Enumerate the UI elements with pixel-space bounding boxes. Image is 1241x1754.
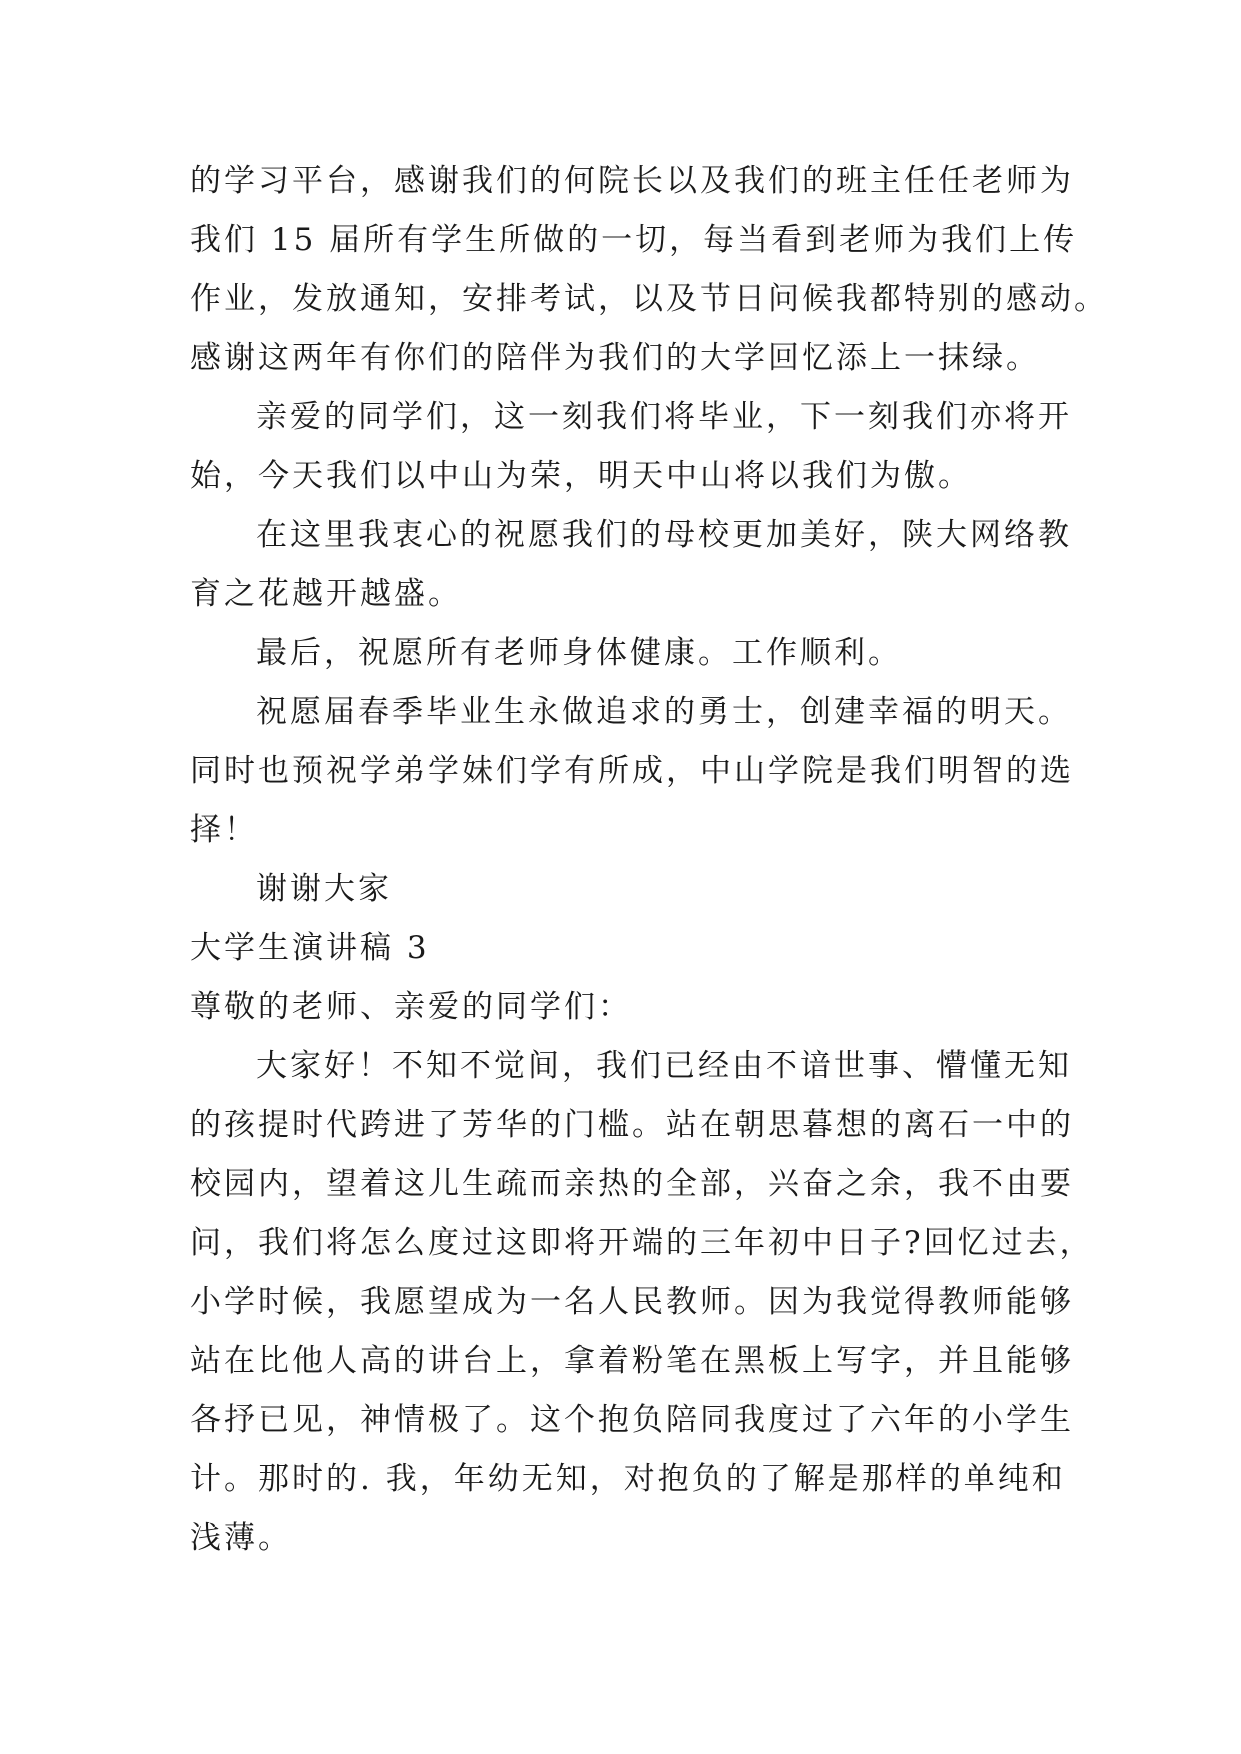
text-line: 站在比他人高的讲台上，拿着粉笔在黑板上写字，并且能够 [190, 1343, 1074, 1379]
text-line: 最后，祝愿所有老师身体健康。工作顺利。 [256, 635, 902, 671]
text-line: 感谢这两年有你们的陪伴为我们的大学回忆添上一抹绿。 [190, 340, 1040, 376]
text-line: 择！ [190, 812, 258, 848]
text-line: 在这里我衷心的祝愿我们的母校更加美好，陕大网络教 [256, 517, 1072, 553]
text-line: 同时也预祝学弟学妹们学有所成，中山学院是我们明智的选 [190, 753, 1074, 789]
document-body [190, 152, 1108, 1568]
section-heading: 大学生演讲稿 3 [190, 930, 430, 966]
text-line: 校园内，望着这儿生疏而亲热的全部，兴奋之余，我不由要 [190, 1166, 1074, 1202]
text-line: 各抒已见，神情极了。这个抱负陪同我度过了六年的小学生 [190, 1402, 1074, 1438]
text-line: 浅薄。 [190, 1520, 292, 1556]
text-line: 我们 15 届所有学生所做的一切，每当看到老师为我们上传 [190, 222, 1078, 258]
text-line: 育之花越开越盛。 [190, 576, 462, 612]
text-line: 小学时候，我愿望成为一名人民教师。因为我觉得教师能够 [190, 1284, 1074, 1320]
salutation: 尊敬的老师、亲爱的同学们： [190, 989, 632, 1025]
text-line: 祝愿届春季毕业生永做追求的勇士，创建幸福的明天。 [256, 694, 1072, 730]
text-line: 的学习平台，感谢我们的何院长以及我们的班主任任老师为 [190, 163, 1074, 199]
text-line: 始，今天我们以中山为荣，明天中山将以我们为傲。 [190, 458, 972, 494]
text-line: 亲爱的同学们，这一刻我们将毕业，下一刻我们亦将开 [256, 399, 1072, 435]
text-line: 作业，发放通知，安排考试，以及节日问候我都特别的感动。 [190, 281, 1108, 317]
text-line: 的孩提时代跨进了芳华的门槛。站在朝思暮想的离石一中的 [190, 1107, 1074, 1143]
text-line: 问，我们将怎么度过这即将开端的三年初中日子?回忆过去， [190, 1225, 1094, 1261]
text-line: 计。那时的. 我，年幼无知，对抱负的了解是那样的单纯和 [190, 1461, 1066, 1497]
text-line: 谢谢大家 [256, 871, 392, 907]
text-line: 大家好！不知不觉间，我们已经由不谙世事、懵懂无知 [256, 1048, 1072, 1084]
